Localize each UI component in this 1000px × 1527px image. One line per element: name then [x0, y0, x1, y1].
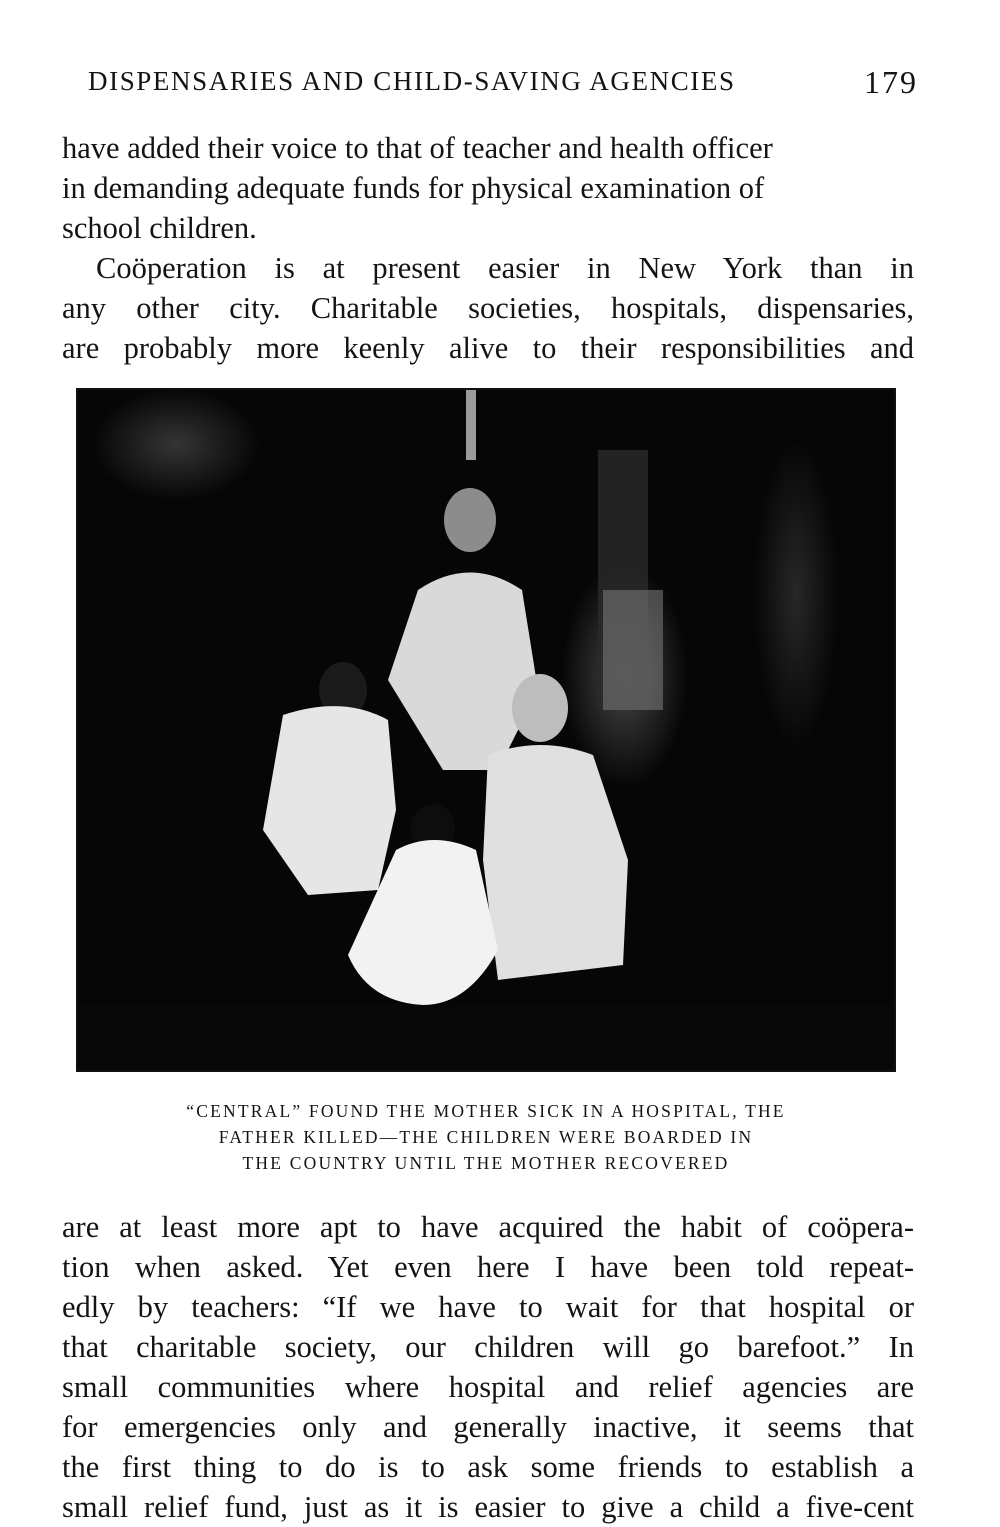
page-number: 179: [864, 64, 918, 100]
child-head-right: [512, 674, 568, 742]
paragraph-1: [62, 128, 914, 248]
text-line: the first thing to do is to ask some friends to establish a: [62, 1450, 914, 1484]
photograph-illustration: [78, 390, 894, 1070]
photograph-children: [76, 388, 896, 1072]
text-line: tion when asked. Yet even here I have been told repeat-: [62, 1250, 914, 1284]
running-header: [88, 60, 918, 104]
paragraph-3: [62, 1207, 914, 1527]
text-line: for emergencies only and generally inactive, it seems that: [62, 1410, 914, 1444]
text-line: school children.: [62, 211, 257, 245]
photo-caption: [76, 1098, 896, 1176]
ground: [78, 1005, 894, 1070]
child-dress-right: [483, 745, 628, 980]
text-line: small relief fund, just as it is easier to give a child a five-cent: [62, 1490, 914, 1524]
text-line: edly by teachers: “If we have to wait for that hospital or: [62, 1290, 914, 1324]
text-line: are at least more apt to have acquired the habit of coöpera-: [62, 1210, 914, 1244]
tree-trunk: [466, 390, 476, 460]
text-line: have added their voice to that of teacher and health officer: [62, 131, 773, 165]
text-line: any other city. Charitable societies, hospitals, dispensaries,: [62, 291, 914, 325]
child-dress-left: [263, 706, 396, 895]
child-head-back: [444, 488, 496, 552]
background-foliage-light: [603, 590, 663, 710]
caption-line: FATHER KILLED—THE CHILDREN WERE BOARDED IN: [218, 1127, 754, 1147]
child-dress-back: [388, 573, 538, 771]
text-line: that charitable society, our children will go barefoot.” In: [62, 1330, 914, 1364]
caption-line: THE COUNTRY UNTIL THE MOTHER RECOVERED: [242, 1153, 730, 1173]
text-line: in demanding adequate funds for physical examination of: [62, 171, 765, 205]
caption-line: “CENTRAL” FOUND THE MOTHER SICK IN A HOSPITAL, THE: [186, 1101, 786, 1121]
text-line: small communities where hospital and relief agencies are: [62, 1370, 914, 1404]
paragraph-2: [62, 248, 914, 368]
text-line: Coöperation is at present easier in New York than in: [96, 251, 914, 285]
text-line: are probably more keenly alive to their responsibilities and: [62, 331, 914, 365]
running-header-title: DISPENSARIES AND CHILD-SAVING AGENCIES: [88, 66, 736, 96]
